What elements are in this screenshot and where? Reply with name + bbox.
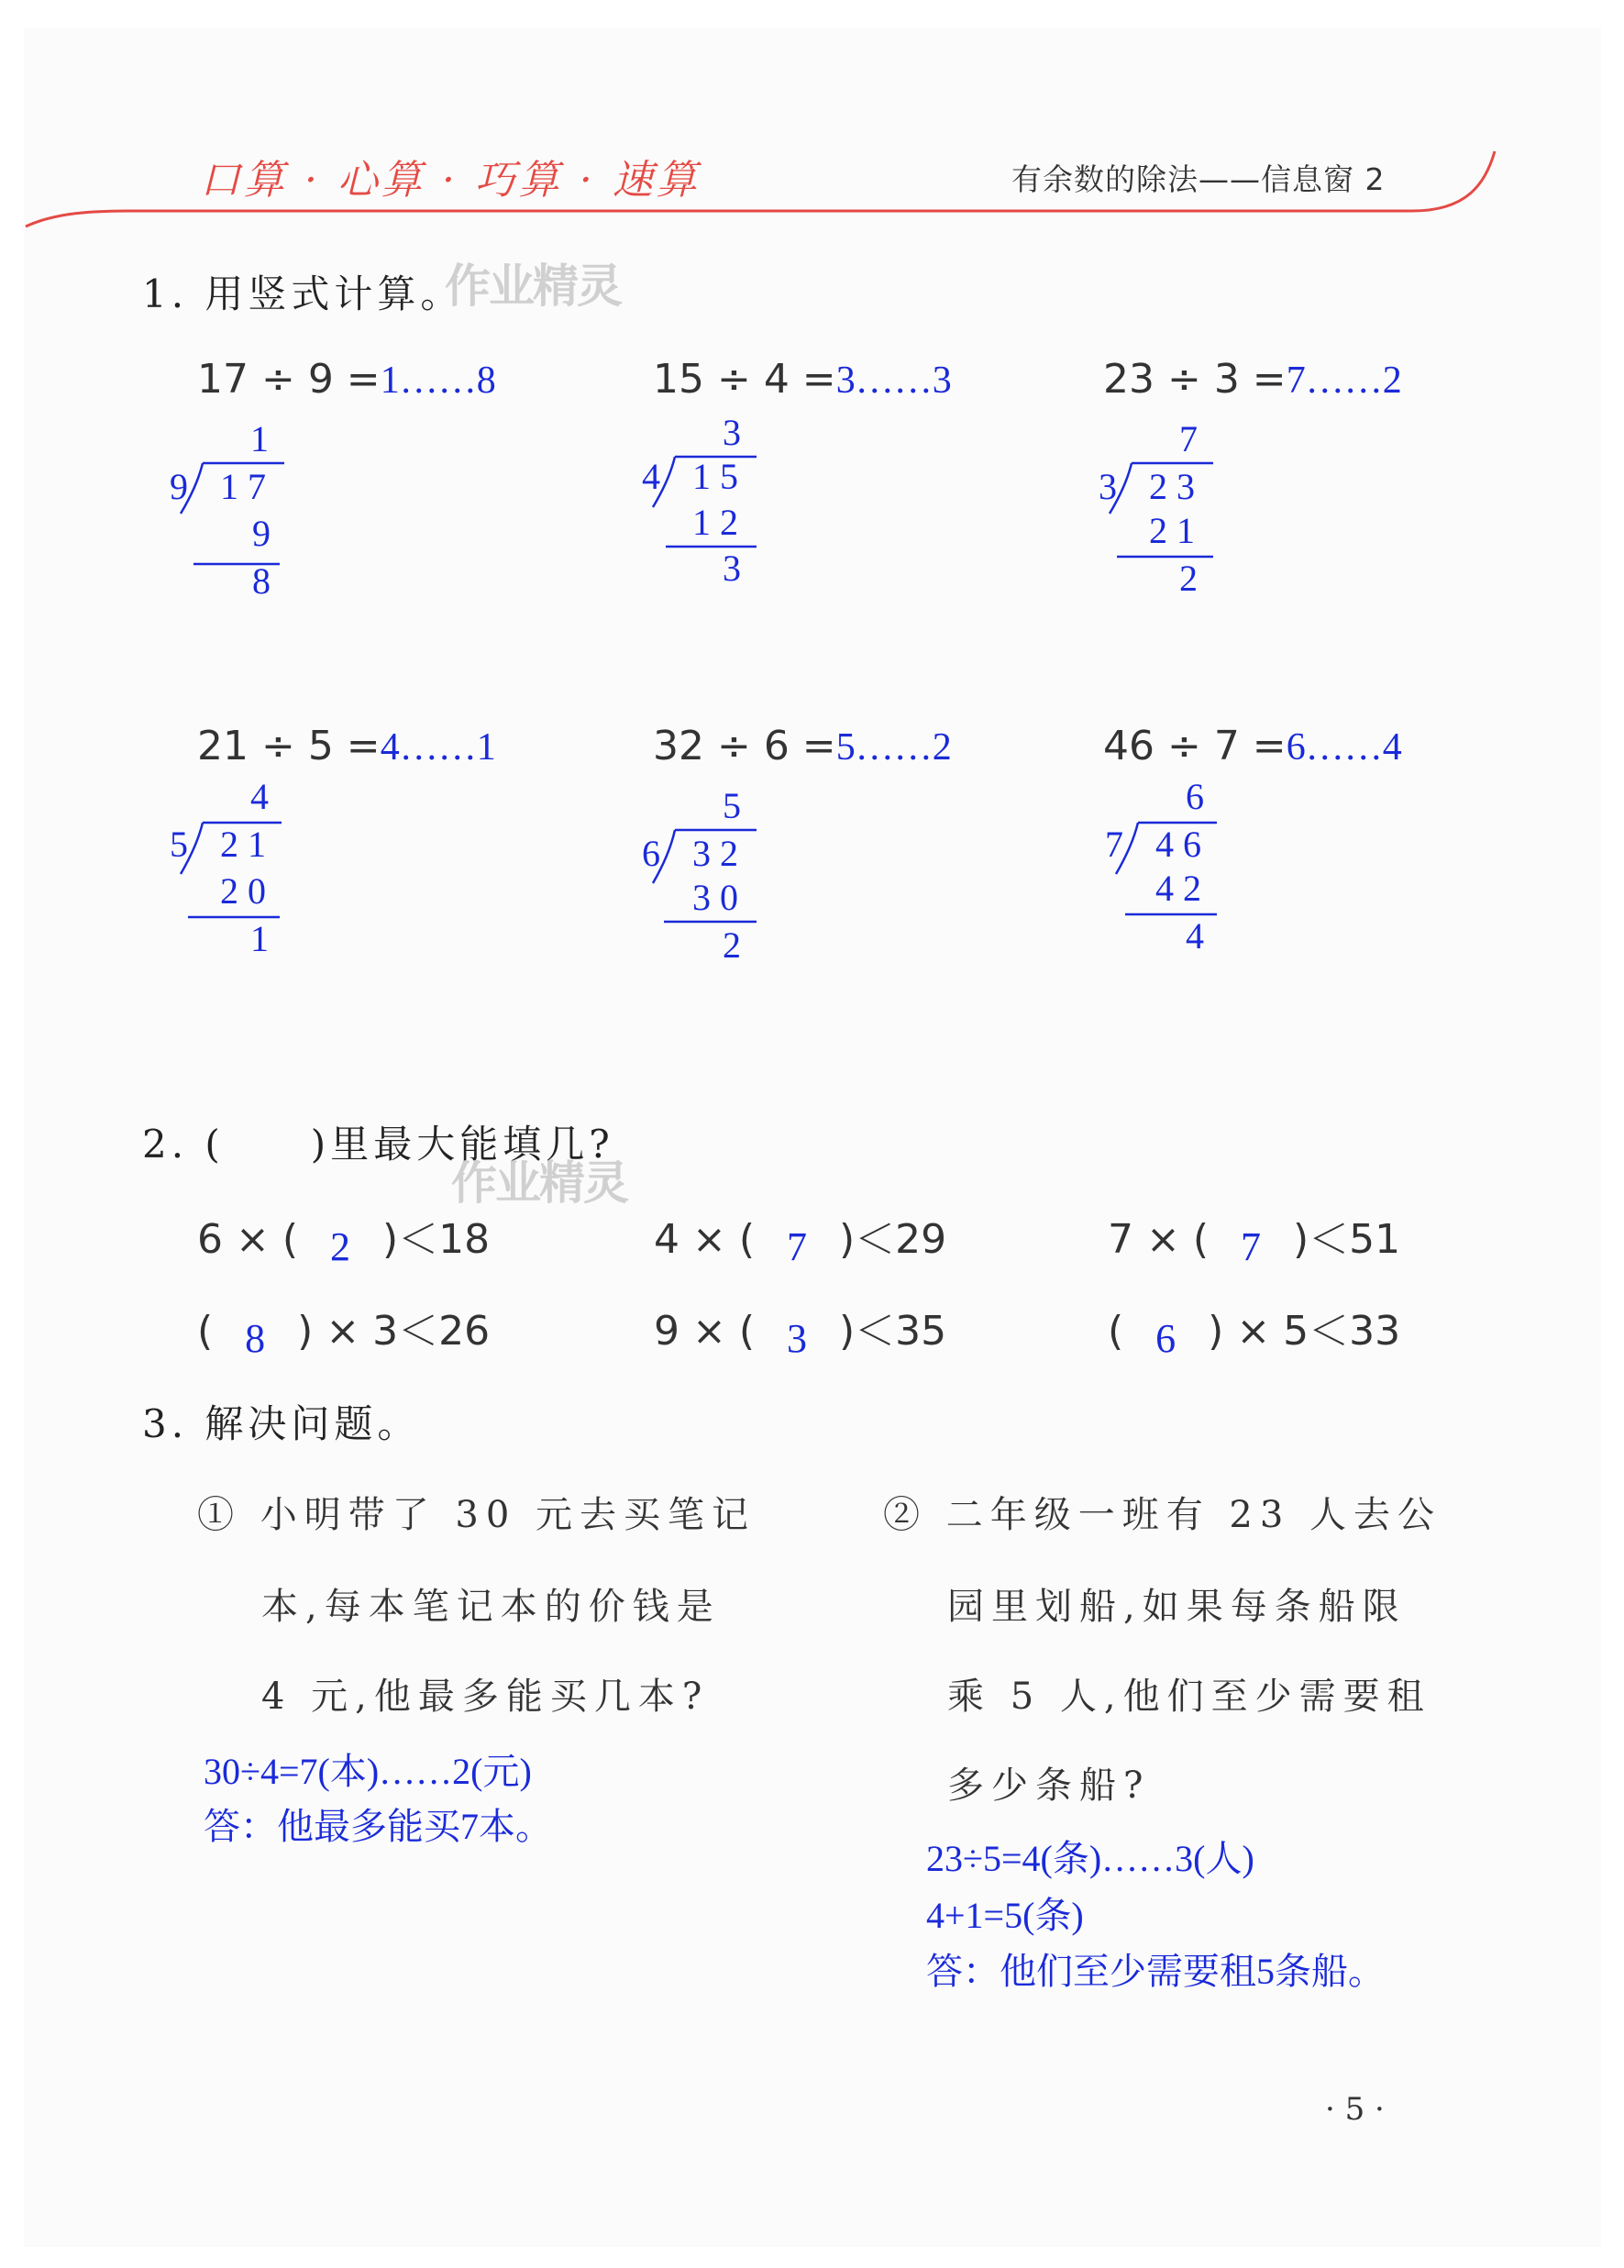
dividend: 2 1 — [220, 824, 266, 865]
problem-1-answer: 答：他最多能买7本。 — [204, 1806, 552, 1847]
problem-2-line: 园里划船,如果每条船限 — [947, 1586, 1407, 1628]
dividend: 2 3 — [1149, 466, 1195, 507]
divisor: 3 — [1099, 466, 1117, 507]
dividend: 1 7 — [220, 466, 266, 507]
watermark: 作业精灵 — [445, 260, 621, 313]
division-answer: 6……4 — [1286, 726, 1402, 769]
remainder: 2 — [723, 924, 741, 966]
remainder: 3 — [723, 548, 741, 589]
remainder: 1 — [250, 918, 269, 959]
division-expression: 32 ÷ 6 =5……2 — [653, 723, 952, 769]
watermark: 作业精灵 — [451, 1156, 627, 1210]
division-answer: 5……2 — [835, 726, 952, 769]
division-expression: 17 ÷ 9 =1……8 — [197, 356, 496, 403]
blank-answer: 8 — [245, 1316, 266, 1361]
remainder: 2 — [1179, 558, 1198, 599]
quotient: 1 — [250, 418, 269, 459]
blank-answer: 2 — [330, 1224, 350, 1269]
problem-2-line: 多少条船? — [947, 1765, 1151, 1807]
divisor: 5 — [170, 824, 188, 865]
product: 2 1 — [1149, 510, 1195, 551]
problem-2-line: ② 二年级一班有 23 人去公 — [883, 1494, 1442, 1536]
quotient: 3 — [723, 412, 741, 453]
comparison-item: 6 × ( 2 )＜18 — [197, 1216, 491, 1269]
question-2-title: 2. ( )里最大能填几? — [142, 1122, 614, 1167]
divisor: 7 — [1105, 824, 1123, 865]
quotient: 4 — [250, 776, 269, 817]
divisor: 4 — [642, 456, 660, 497]
problem-2-line: 乘 5 人,他们至少需要租 — [947, 1676, 1431, 1718]
problem-1-solution: 30÷4=7(本)……2(元) — [204, 1751, 532, 1792]
blank-answer: 7 — [787, 1224, 807, 1269]
division-expression: 23 ÷ 3 =7……2 — [1103, 356, 1402, 403]
product: 2 0 — [220, 870, 266, 912]
problem-2-solution: 23÷5=4(条)……3(人) — [926, 1838, 1254, 1879]
long-division — [1105, 775, 1243, 968]
division-answer: 4……1 — [380, 726, 496, 769]
problem-2-answer: 答：他们至少需要租5条船。 — [926, 1951, 1385, 1992]
blank-answer: 3 — [787, 1316, 807, 1361]
page-number: · 5 · — [1325, 2091, 1385, 2128]
division-answer: 1……8 — [380, 360, 496, 402]
dividend: 3 2 — [692, 833, 738, 874]
remainder: 8 — [252, 560, 271, 602]
quotient: 5 — [723, 785, 741, 826]
comparison-item: 4 × ( 7 )＜29 — [654, 1216, 947, 1269]
division-answer: 3……3 — [835, 360, 952, 402]
product: 9 — [252, 513, 271, 554]
division-bracket — [170, 417, 307, 601]
comparison-item: ( 8 ) × 3＜26 — [197, 1308, 491, 1361]
product: 3 0 — [692, 877, 738, 918]
comparison-item: ( 6 ) × 5＜33 — [1108, 1308, 1401, 1361]
long-division — [642, 411, 779, 594]
question-1-title: 1. 用竖式计算。 — [142, 271, 464, 316]
division-expression: 15 ÷ 4 =3……3 — [653, 356, 952, 403]
blank-answer: 7 — [1241, 1224, 1261, 1269]
long-division — [642, 784, 779, 977]
question-3-title: 3. 解决问题。 — [142, 1401, 421, 1446]
division-expression: 46 ÷ 7 =6……4 — [1103, 723, 1402, 769]
divisor: 9 — [170, 466, 188, 507]
comparison-item: 9 × ( 3 )＜35 — [654, 1308, 947, 1361]
quotient: 7 — [1179, 418, 1198, 459]
blank-answer: 6 — [1155, 1316, 1177, 1361]
product: 4 2 — [1155, 868, 1201, 909]
product: 1 2 — [692, 502, 738, 543]
division-expression: 21 ÷ 5 =4……1 — [197, 723, 496, 769]
long-division — [170, 775, 307, 968]
dividend: 4 6 — [1155, 824, 1201, 865]
divisor: 6 — [642, 833, 660, 874]
header-title: 口算 · 心算 · 巧算 · 速算 — [200, 157, 701, 204]
comparison-item: 7 × ( 7 )＜51 — [1108, 1216, 1401, 1269]
header-section: 有余数的除法——信息窗 2 — [1011, 161, 1386, 197]
long-division — [1099, 417, 1236, 601]
dividend: 1 5 — [692, 456, 738, 497]
problem-1-line: ① 小明带了 30 元去买笔记 — [197, 1494, 757, 1536]
problem-1-line: 4 元,他最多能买几本? — [261, 1676, 710, 1718]
long-division — [170, 417, 307, 601]
division-answer: 7……2 — [1286, 360, 1402, 402]
problem-1-line: 本,每本笔记本的价钱是 — [261, 1586, 721, 1628]
remainder: 4 — [1186, 915, 1204, 957]
quotient: 6 — [1186, 776, 1204, 817]
problem-2-solution: 4+1=5(条) — [926, 1895, 1084, 1936]
